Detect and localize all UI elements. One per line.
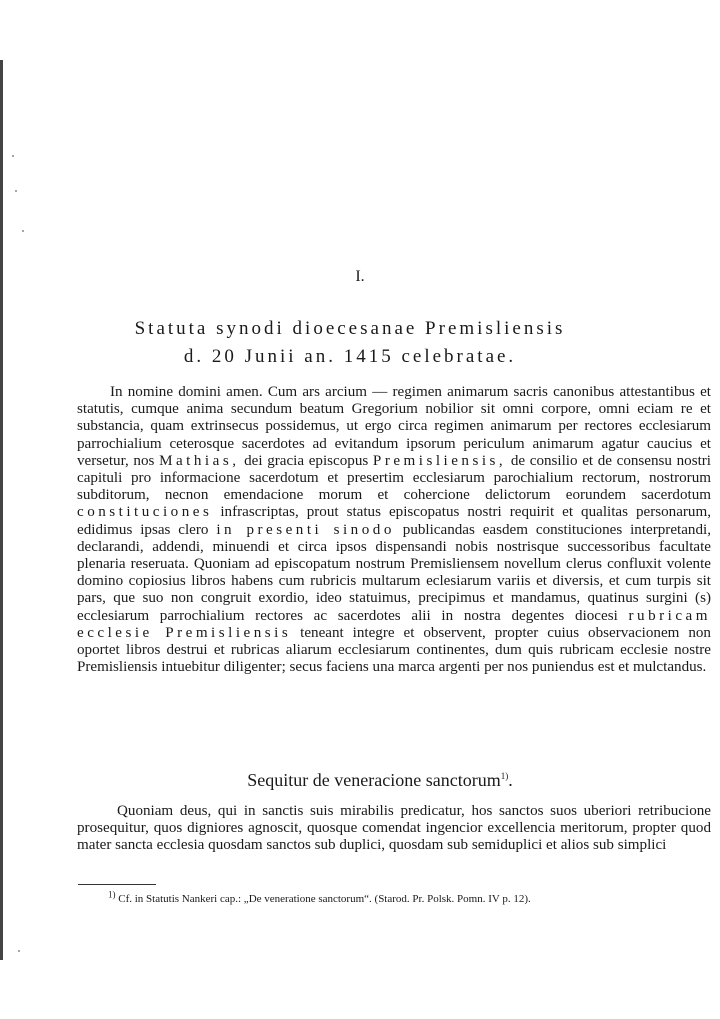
scan-speck bbox=[15, 190, 17, 192]
scan-speck bbox=[18, 950, 20, 952]
section-heading-text: Sequitur de veneracione sanctorum bbox=[247, 770, 501, 790]
spaced-in-presenti-sinodo: in presenti sinodo bbox=[216, 521, 395, 538]
spaced-rubricam-ecclesie: rubricam ecclesie Premisliensis bbox=[77, 607, 711, 641]
spaced-name-mathias: Mathias, bbox=[159, 452, 240, 469]
text-run: teneant integre et observent, propter cuius observacionem non oportet libros destrui et rubricas aliarum ecclesiarum continentes, dum quis rubricam ecclesie nostre Premisliensis intuebitur diligenter; secus faciens una marca argenti per nos puniendus est et mulctandus. bbox=[77, 624, 711, 676]
text-run: publicandas easdem constituciones interpretandi, declarandi, addendi, minuendi et circa ipsos dispensandi nobis nostrisque successoribus facultate plenaria reseruata. Quoniam ad episcopatum nostrum Premisliensem novellum clerus confluxit volente domino copiosius libros habens cum rubricis multarum eclesiarum variis et diversis, et cum turpis sit pars, que suo non congruit exordio, ideo statuimus, precipimus et mandamus, quatinus surgini (s) ecclesiarum parrochialium rectores ac sacerdotes alii in nostra degentes diocesi bbox=[77, 521, 711, 624]
title-line-1: Statuta synodi dioecesanae Premisliensis bbox=[134, 318, 566, 339]
text-run: de consilio et de consensu nostri capituli pro informacione sacerdotum et presertim ecclesiarum parochialium rectorum, nostrorum subditorum, necnon emendacione morum et cohercione delictorum eorundem sacerdotum bbox=[77, 452, 711, 504]
spaced-constituciones: constituciones bbox=[77, 504, 213, 521]
text-run: infrascriptas, prout status episcopatus nostri requirit et qualitas personarum, edidimus ipsas clero bbox=[77, 504, 711, 538]
scan-speck bbox=[22, 230, 24, 232]
title-line-2: d. 20 Junii an. 1415 celebratae. bbox=[183, 346, 517, 367]
scan-left-edge bbox=[0, 60, 3, 960]
spaced-name-premisliensis: Premisliensis, bbox=[372, 452, 507, 469]
scan-speck bbox=[12, 155, 14, 157]
section-heading bbox=[0, 770, 720, 791]
chapter-numeral: I. bbox=[355, 268, 365, 285]
footnote bbox=[78, 889, 711, 907]
paragraph-2: Quoniam deus, qui in sanctis suis mirabilis predicatur, hos sanctos suos uberiori retribucione prosequitur, quos digniores agnoscit, quosque comendat ingencior excellencia meritorum, propter quod mater sancta ecclesia quosdam sanctos sub duplici, quosdam sub semiduplici et alios sub simplici bbox=[77, 803, 711, 854]
text-run: In nomine domini amen. Cum ars arcium — regimen animarum sacris canonibus attestantibus et statutis, cumque anima secundum beatum Gregorium nobilior sit omni corpore, omni eciam re et substancia, quam extrinsecus possidemus, ut ergo circa regimen animarum per rectores ecclesiarum parrochialium ceterosque sacerdotes ad evitandum ipsorum periculum animarum agatur caucius et versetur, nos bbox=[77, 384, 711, 469]
footnote-marker: 1) bbox=[108, 889, 116, 900]
text-run: dei gracia episcopus bbox=[244, 452, 369, 469]
footnote-divider bbox=[78, 884, 156, 885]
footnote-text: Cf. in Statutis Nankeri cap.: „De veneratione sanctorum“. (Starod. Pr. Polsk. Pomn. IV p. 12). bbox=[118, 893, 531, 905]
paragraph-1 bbox=[77, 384, 711, 676]
footnote-reference: 1) bbox=[500, 771, 509, 781]
section-heading-period: . bbox=[508, 770, 513, 790]
